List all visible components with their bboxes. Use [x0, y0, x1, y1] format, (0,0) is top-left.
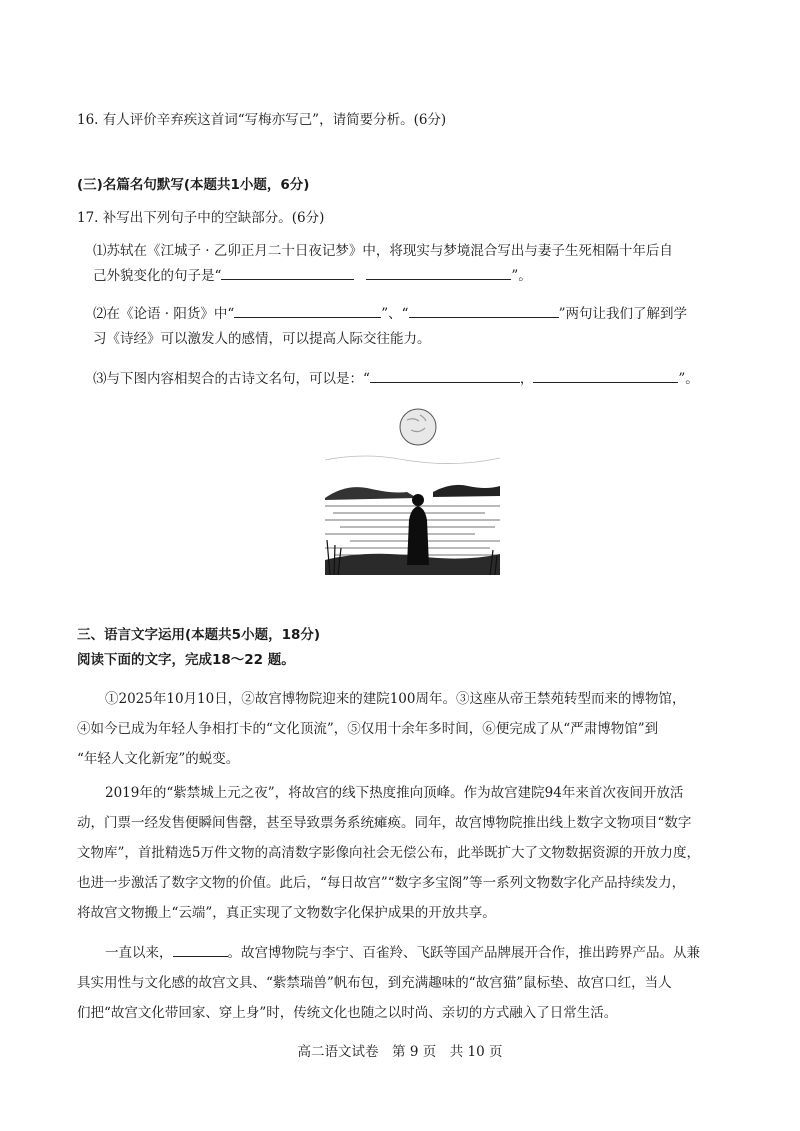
passage-p2-line4: 也进一步激活了数字文物的价值。此后，“每日故宫”“数字多宝阁”等一系列文物数字化产品持续发力，: [77, 875, 686, 891]
passage-paragraph-2: [77, 778, 727, 928]
q17-item2-line2: 习《诗经》可以激发人的感情，可以提高人际交往能力。: [93, 331, 431, 347]
answer-blank-3b[interactable]: [533, 368, 678, 383]
moonlit-shore-illustration: [325, 400, 500, 575]
part-3-heading: 三、语言文字运用(本题共5小题，18分): [77, 627, 321, 643]
answer-blank-3a[interactable]: [370, 368, 520, 383]
passage-p1-line1: ①2025年10月10日，②故宫博物院迎来的建院100周年。③这座从帝王禁苑转型而来的博物馆，: [105, 691, 686, 707]
passage-p1-line3: “年轻人文化新宠”的蜕变。: [77, 751, 240, 767]
question-17-prompt: 17. 补写出下列句子中的空缺部分。(6分): [77, 210, 325, 226]
q17-item1-line1: ⑴苏轼在《江城子 · 乙卯正月二十日夜记梦》中，将现实与梦境混合写出与妻子生死相隔十年后自: [93, 243, 673, 259]
answer-blank-1b[interactable]: [366, 265, 511, 280]
q17-item3: [93, 367, 699, 387]
passage-p3-line3: 们把“故宫文化带回家、穿上身”时，传统文化也随之以时尚、亲切的方式融入了日常生活。: [77, 1005, 618, 1021]
passage-paragraph-1: [77, 684, 727, 774]
q17-item2-line1: [93, 302, 687, 322]
q17-item3-mid: ，: [519, 371, 534, 387]
passage-p3-suffix: 。故宫博物院与李宁、百雀羚、飞跃等国产品牌展开合作，推出跨界产品。从兼: [227, 945, 700, 961]
passage-p1-line2: ④如今已成为年轻人争相打卡的“文化顶流”，⑤仅用十余年多时间，⑥便完成了从“严肃博物馆”到: [77, 721, 659, 737]
part-3-instruction: 阅读下面的文字，完成18～22 题。: [77, 652, 295, 668]
passage-p2-line3: 文物库”，首批精选5万件文物的高清数字影像向社会无偿公布，此举既扩大了文物数据资源的开放力度，: [77, 845, 700, 861]
q17-item1-prefix: 己外貌变化的句子是“: [93, 268, 222, 284]
passage-p2-line5: 将故宫文物搬上“云端”，真正实现了文物数字化保护成果的开放共享。: [77, 905, 496, 921]
passage-p2-line1: 2019年的“紫禁城上元之夜”，将故宫的线下热度推向顶峰。作为故宫建院94年来首次夜间开放活: [105, 785, 684, 801]
q17-item2-prefix: ⑵在《论语 · 阳货》中“: [93, 306, 235, 322]
passage-p3-line2: 具实用性与文化感的故宫文具、“紫禁瑞兽”帆布包，到充满趣味的“故宫猫”鼠标垫、故宫口红，当人: [77, 975, 672, 991]
section-3-heading: (三)名篇名句默写(本题共1小题，6分): [77, 177, 310, 193]
q17-item1-suffix: ”。: [511, 268, 532, 284]
passage-p2-line2: 动，门票一经发售便瞬间售罄，甚至导致票务系统瘫痪。同年，故宫博物院推出线上数字文物项目“数字: [77, 815, 692, 831]
answer-blank-1a[interactable]: [221, 265, 354, 280]
answer-blank-2b[interactable]: [409, 303, 559, 318]
q17-item3-suffix: ”。: [678, 371, 699, 387]
q17-item1-line2: [93, 264, 532, 284]
q17-item2-mid: ”、“: [381, 306, 409, 322]
q17-item3-prefix: ⑶与下图内容相契合的古诗文名句，可以是：“: [93, 371, 370, 387]
answer-blank-2a[interactable]: [234, 303, 381, 318]
page-footer: 高二语文试卷 第 9 页 共 10 页: [297, 1044, 503, 1060]
q17-item2-suffix: ”两句让我们了解到学: [558, 306, 687, 322]
passage-p3-line1: [77, 938, 727, 968]
question-16: 16. 有人评价辛弃疾这首词“写梅亦写己”，请简要分析。(6分): [77, 112, 447, 128]
passage-paragraph-3: [77, 938, 727, 1028]
passage-answer-blank[interactable]: [173, 942, 228, 957]
passage-p3-prefix: 一直以来，: [105, 945, 173, 961]
